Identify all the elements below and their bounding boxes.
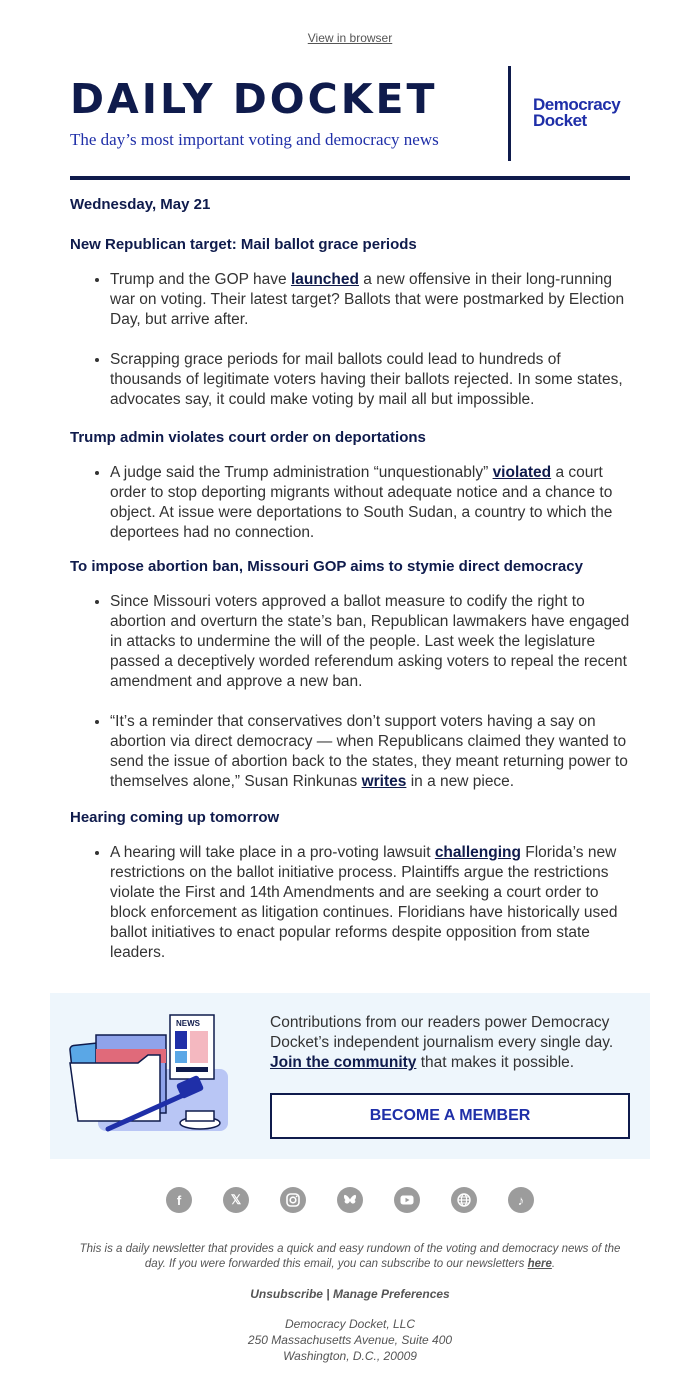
item-text: a court order to stop deporting migrants without adequate notice and a chance to object. At issue were deportations to South Sudan, a country to which the deportees had no connection. — [110, 464, 613, 541]
x-glyph: 𝕏 — [230, 1192, 242, 1207]
article-link-violated[interactable]: violated — [492, 464, 552, 481]
promo-text — [270, 1013, 630, 1073]
masthead — [70, 66, 630, 162]
footer-disclaimer — [70, 1242, 630, 1272]
address-line: Democracy Docket, LLC — [284, 1317, 416, 1331]
facebook-glyph: f — [176, 1192, 182, 1208]
section-heading: Hearing coming up tomorrow — [70, 809, 280, 826]
become-member-button[interactable]: BECOME A MEMBER — [270, 1093, 630, 1139]
logo-line-1: Democracy — [533, 95, 621, 114]
tiktok-glyph: ♪ — [517, 1192, 525, 1208]
header-rule — [70, 176, 630, 180]
social-links — [0, 1187, 700, 1213]
issue-date: Wednesday, May 21 — [70, 196, 211, 213]
item-text: Florida’s new restrictions on the ballot initiative process. Plaintiffs argue the restrictions violate the First and 14th Amendments and are seeking a court order to block enforcement as litigation continues. Floridians have historically used ballot initiatives to enact popular reforms despite opposition from state leaders. — [110, 844, 618, 961]
article-link-launched[interactable]: launched — [290, 271, 359, 288]
footer-separator: | — [322, 1287, 333, 1301]
join-community-link[interactable]: Join the community — [270, 1054, 417, 1071]
item-text: A hearing will take place in a pro-voting lawsuit — [110, 844, 435, 861]
bullet-list — [70, 270, 630, 410]
tiktok-icon[interactable] — [508, 1187, 534, 1213]
membership-promo — [50, 993, 650, 1159]
newsletter-title: DAILY DOCKET — [70, 75, 438, 123]
unsubscribe-link[interactable]: Unsubscribe — [250, 1287, 323, 1301]
list-item — [110, 843, 630, 963]
youtube-glyph — [399, 1192, 415, 1208]
manage-preferences-link[interactable]: Manage Preferences — [332, 1287, 450, 1301]
address-line: Washington, D.C., 20009 — [283, 1349, 417, 1363]
list-item — [110, 463, 630, 543]
article-link-writes[interactable]: writes — [361, 773, 407, 790]
item-text: Trump and the GOP have — [110, 271, 291, 288]
item-text: Scrapping grace periods for mail ballots could lead to hundreds of thousands of legitimate voters having their ballots rejected. In some states, advocates say, it could make voting by mail all but impossible. — [110, 351, 623, 408]
mailing-address — [0, 1316, 700, 1364]
facebook-icon[interactable] — [166, 1187, 192, 1213]
folder-news-gavel-illustration — [68, 1011, 238, 1136]
view-in-browser-link[interactable]: View in browser — [307, 31, 393, 45]
masthead-divider — [508, 66, 511, 161]
article-link-challenging[interactable]: challenging — [434, 844, 521, 861]
section-heading: New Republican target: Mail ballot grace periods — [70, 236, 417, 253]
bullet-list — [70, 843, 630, 963]
instagram-icon[interactable] — [280, 1187, 306, 1213]
item-text: in a new piece. — [406, 773, 515, 790]
subscribe-here-link[interactable]: here — [527, 1258, 552, 1270]
address-line: 250 Massachusetts Avenue, Suite 400 — [247, 1333, 453, 1347]
item-text: “It’s a reminder that conservatives don’t support voters having a say on abortion via direct democracy — when Republicans claimed they wanted to send the issue of abortion back to the states, they meant returning power to themselves alone,” Susan Rinkunas — [110, 713, 628, 790]
item-text: Since Missouri voters approved a ballot measure to codify the right to abortion and overturn the state’s ban, Republican lawmakers have engaged in attacks to undermine the will of the people. Last week the legislature passed a deceptively worded referendum asking voters to repeal the recent amendment and approve a new ban. — [110, 593, 630, 690]
newsletter-body — [70, 196, 630, 963]
footer-links — [0, 1287, 700, 1301]
newsletter-subtitle: The day’s most important voting and democracy news — [70, 130, 439, 149]
promo-body: Contributions from our readers power Democracy Docket’s independent journalism every single day. — [270, 1014, 614, 1051]
youtube-icon[interactable] — [394, 1187, 420, 1213]
x-icon[interactable] — [223, 1187, 249, 1213]
list-item — [110, 592, 630, 692]
footer-disclaimer-text: This is a daily newsletter that provides a quick and easy rundown of the voting and democracy news of the day. If you were forwarded this email, you can subscribe to our newsletters — [79, 1243, 621, 1270]
news-label: NEWS — [176, 1019, 200, 1028]
footer-disclaimer-end: . — [551, 1258, 556, 1270]
bullet-list — [70, 592, 630, 792]
list-item — [110, 350, 630, 410]
bullet-list — [70, 463, 630, 543]
bluesky-glyph — [342, 1192, 358, 1208]
logo-line-2: Docket — [533, 111, 587, 130]
globe-glyph — [456, 1192, 472, 1208]
item-text: A judge said the Trump administration “unquestionably” — [110, 464, 493, 481]
instagram-glyph — [285, 1192, 301, 1208]
item-text: a new offensive in their long-running war on voting. Their latest target? Ballots that were postmarked by Election Day, but arrive after. — [110, 271, 625, 328]
section-heading: Trump admin violates court order on deportations — [70, 429, 426, 446]
section-heading: To impose abortion ban, Missouri GOP aims to stymie direct democracy — [70, 558, 583, 575]
globe-icon[interactable] — [451, 1187, 477, 1213]
promo-body-end: that makes it possible. — [416, 1054, 575, 1071]
list-item — [110, 712, 630, 792]
bluesky-icon[interactable] — [337, 1187, 363, 1213]
democracy-docket-logo[interactable] — [533, 97, 620, 129]
list-item — [110, 270, 630, 330]
